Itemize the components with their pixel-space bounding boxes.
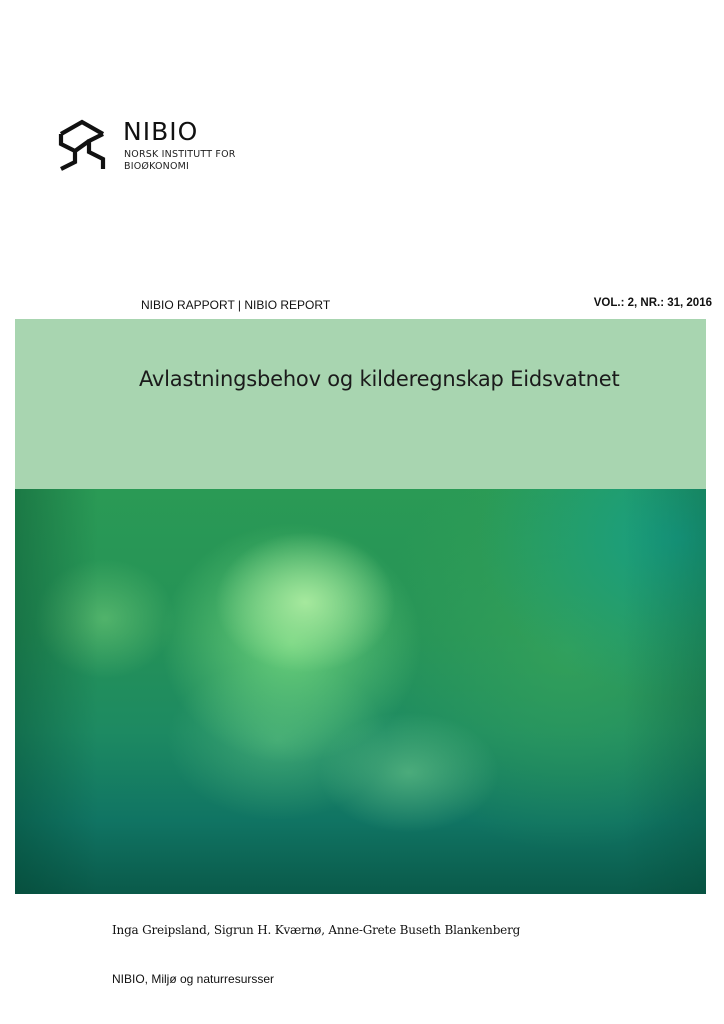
institution: NIBIO, Miljø og naturresursser <box>112 972 275 986</box>
report-series-label: NIBIO RAPPORT | NIBIO REPORT <box>141 298 331 312</box>
cover-image <box>15 489 706 894</box>
authors: Inga Greipsland, Sigrun H. Kværnø, Anne-Grete Buseth Blankenberg <box>112 923 521 937</box>
logo-subtitle-line1: NORSK INSTITUTT FOR <box>124 149 236 160</box>
logo-name: NIBIO <box>123 117 199 146</box>
nibio-logo-icon <box>58 118 106 172</box>
title-band <box>15 319 706 489</box>
report-title: Avlastningsbehov og kilderegnskap Eidsvatnet <box>139 367 620 391</box>
logo-subtitle <box>124 149 236 173</box>
volume-number-label: VOL.: 2, NR.: 31, 2016 <box>593 297 712 309</box>
nibio-logo <box>58 118 258 178</box>
logo-subtitle-line2: BIOØKONOMI <box>124 161 190 172</box>
